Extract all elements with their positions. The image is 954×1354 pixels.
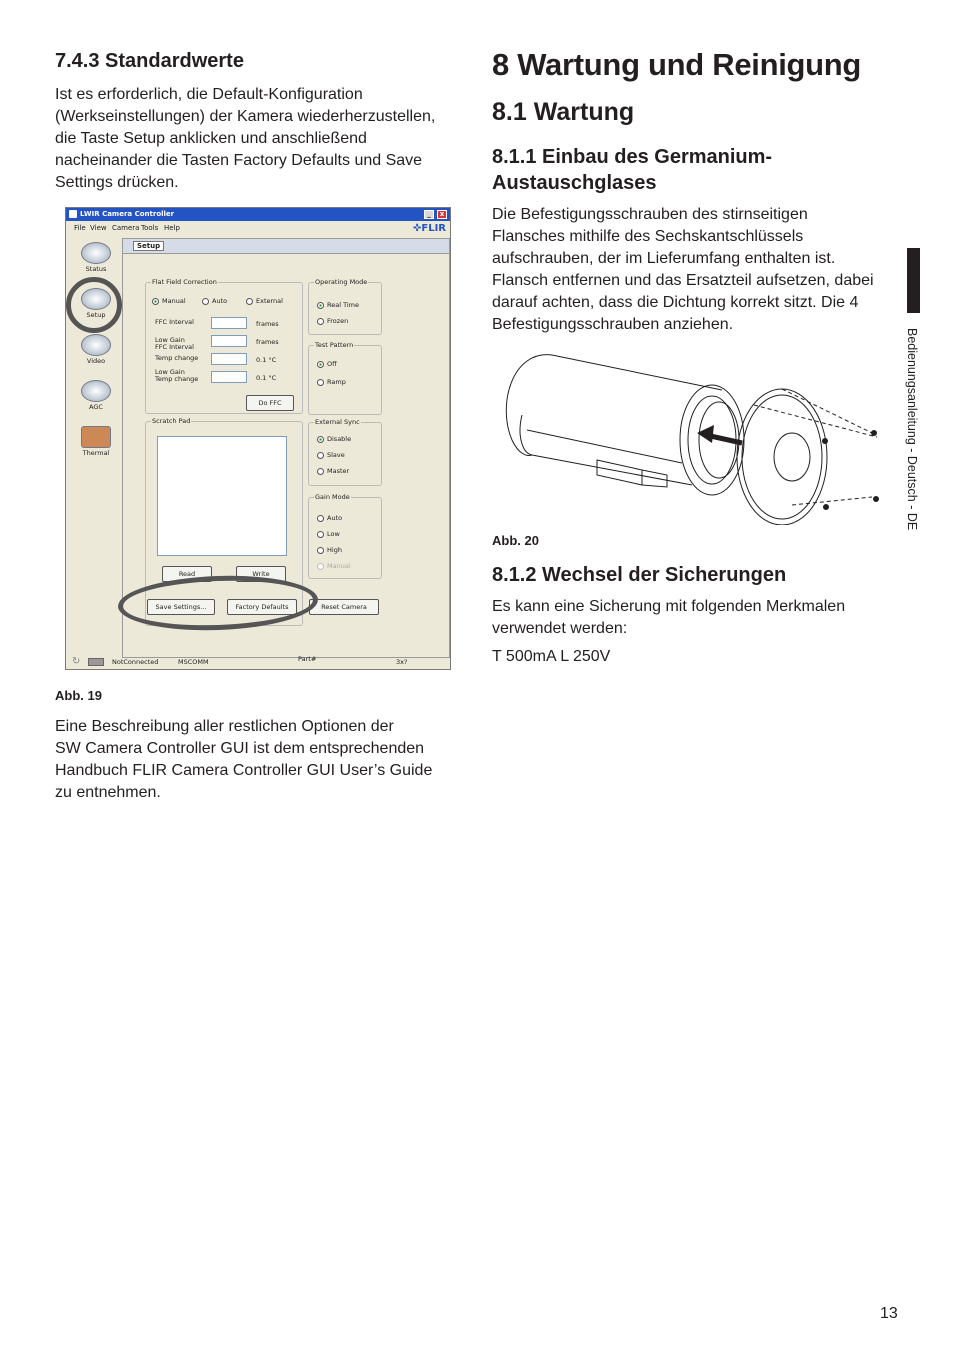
menu-bar [66,222,450,234]
sync-master-radio: Master [317,467,349,475]
sidebar-marker [907,248,920,313]
flir-mark-icon: ✜ [412,223,422,234]
status-bar: ↻ NotConnected MSCOMM Part# 3x? [72,655,408,667]
low-gain-ffc-input [211,335,247,347]
section-heading-standardwerte: 7.4.3 Standardwerte [55,50,244,72]
thermal-icon [81,426,111,448]
chapter-title: 8 Wartung und Reinigung [492,47,862,82]
menu-view: View [90,224,107,232]
camera-controller-screenshot [65,207,451,670]
flir-logo: ✜FLIR [412,223,446,234]
sync-disable-radio: Disable [317,435,351,443]
factory-defaults-button: Factory Defaults [227,599,297,615]
sync-slave-radio: Slave [317,451,345,459]
nav-status: Status [76,242,116,273]
ffc-interval-input [211,317,247,329]
nav-video: Video [76,334,116,365]
tab-bar [123,239,449,254]
scratch-pad-area [157,436,287,556]
connection-icon [88,658,104,666]
agc-icon [81,380,111,402]
ffc-group: Flat Field Correction Manual Auto External FFC Interval frames Low Gain FFC Interval frames Temp change 0.1 °C Low Gain Temp change 0.1 °C Do FFC [145,282,303,414]
ffc-auto-radio: Auto [202,297,227,305]
do-ffc-button: Do FFC [246,395,294,411]
subsection-title-sicherungen: 8.1.2 Wechsel der Sicherungen [492,564,787,586]
test-pattern-group: Test Pattern Off Ramp [308,345,382,415]
minimize-icon: _ [424,210,434,219]
setup-highlight-circle [66,277,122,333]
menu-file: File [74,224,86,232]
external-sync-group: External Sync Disable Slave Master [308,422,382,486]
temp-change-input [211,353,247,365]
gain-high-radio: High [317,546,342,554]
figure-caption-19: Abb. 19 [55,688,102,703]
menu-tools: Tools [141,224,159,232]
app-icon [69,210,77,218]
gain-auto-radio: Auto [317,514,342,522]
gain-mode-group: Gain Mode Auto Low High Manual [308,497,382,579]
info-icon [81,242,111,264]
monitor-icon [81,334,111,356]
test-off-radio: Off [317,360,337,368]
realtime-radio: Real Time [317,301,359,309]
figure-caption-20: Abb. 20 [492,533,539,548]
low-gain-temp-input [211,371,247,383]
menu-camera: Camera [112,224,140,232]
nav-setup: Setup [76,288,116,319]
tab-setup: Setup [133,241,164,251]
close-icon: x [437,210,447,219]
operating-mode-group: Operating Mode Real Time Frozen [308,282,382,335]
ffc-external-radio: External [246,297,283,305]
read-button: Read [162,566,212,582]
camera-housing-illustration [492,345,892,525]
menu-help: Help [164,224,180,232]
write-button: Write [236,566,286,582]
reset-camera-button: Reset Camera [309,599,379,615]
window-titlebar [66,208,450,221]
ffc-manual-radio: Manual [152,297,186,305]
refresh-icon: ↻ [72,656,81,667]
window-title: LWIR Camera Controller [80,210,175,218]
save-settings-button: Save Settings... [147,599,215,615]
nav-agc: AGC [76,380,116,411]
gain-low-radio: Low [317,530,340,538]
frozen-radio: Frozen [317,317,348,325]
gain-manual-radio: Manual [317,562,351,570]
scratch-pad-group: Scratch Pad Read Write [145,421,303,626]
test-ramp-radio: Ramp [317,378,346,386]
fuse-spec: T 500mA L 250V [492,648,611,665]
sidebar-language-label: Bedienungsanleitung - Deutsch - DE [905,328,919,531]
section-title-wartung: 8.1 Wartung [492,98,635,126]
nav-thermal: Thermal [76,426,116,457]
page-number: 13 [880,1305,898,1322]
